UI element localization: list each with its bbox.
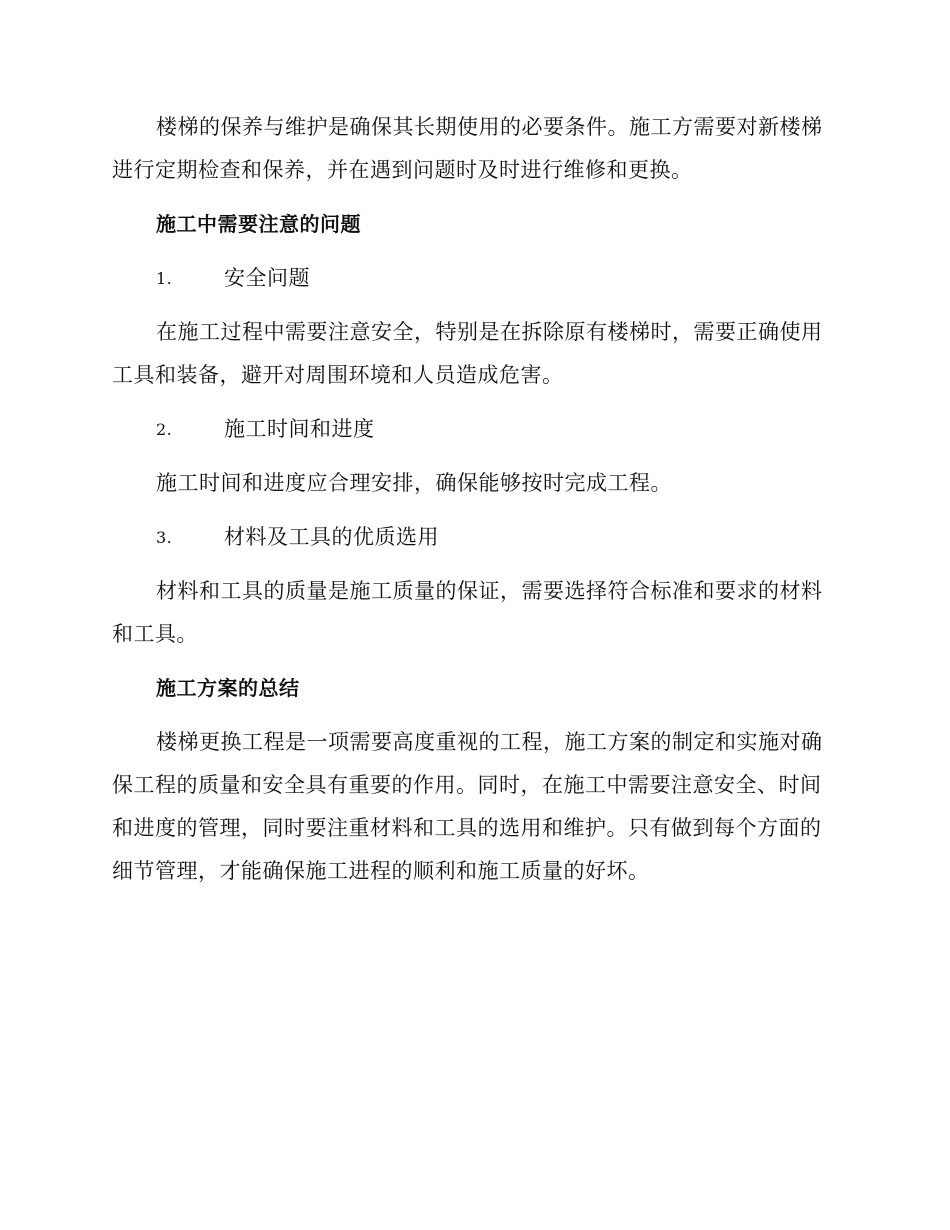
list-number: 2. (156, 420, 173, 439)
heading-issues: 施工中需要注意的问题 (156, 212, 361, 236)
list-label: 材料及工具的优质选用 (224, 525, 439, 549)
paragraph-safety: 在施工过程中需要注意安全，特别是在拆除原有楼梯时，需要正确使用工具和装备，避开对周围环境和人员造成危害。 (112, 320, 823, 387)
list-label: 施工时间和进度 (224, 417, 375, 441)
paragraph-maintenance: 楼梯的保养与维护是确保其长期使用的必要条件。施工方需要对新楼梯进行定期检查和保养，并在遇到问题时及时进行维修和更换。 (112, 115, 823, 182)
list-item-materials (156, 516, 830, 559)
list-label: 安全问题 (224, 266, 310, 290)
list-number: 3. (156, 528, 173, 547)
document-page (112, 106, 830, 904)
list-item-safety (156, 257, 830, 300)
paragraph-summary: 楼梯更换工程是一项需要高度重视的工程，施工方案的制定和实施对确保工程的质量和安全具有重要的作用。同时，在施工中需要注意安全、时间和进度的管理，同时要注重材料和工具的选用和维护。只有做到每个方面的细节管理，才能确保施工进程的顺利和施工质量的好坏。 (112, 730, 823, 883)
paragraph-schedule: 施工时间和进度应合理安排，确保能够按时完成工程。 (156, 471, 672, 495)
paragraph-materials: 材料和工具的质量是施工质量的保证，需要选择符合标准和要求的材料和工具。 (112, 579, 823, 646)
heading-summary: 施工方案的总结 (156, 676, 300, 700)
list-number: 1. (156, 269, 173, 288)
list-item-schedule (156, 408, 830, 451)
